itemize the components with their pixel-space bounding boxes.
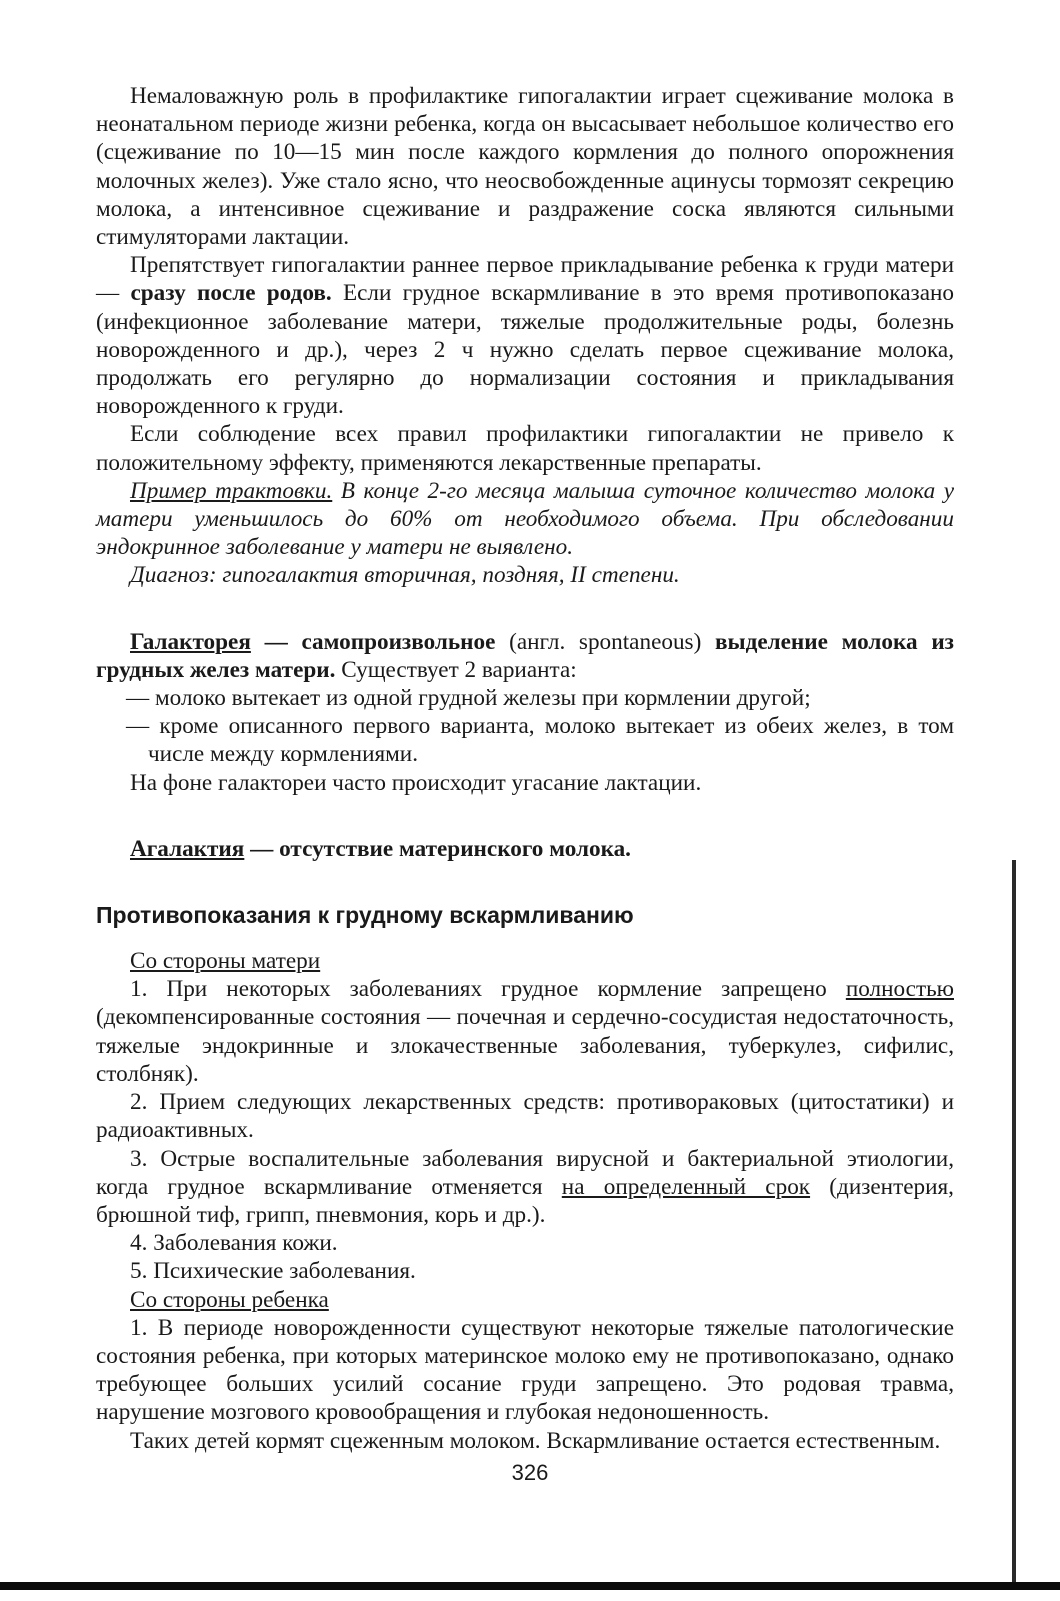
list-item: — кроме описанного первого варианта, молоко вытекает из обеих желез, в том числе между кормлениями. xyxy=(126,713,954,768)
text-run: (декомпенсированные состояния — почечная и сердечно-сосудистая недостаточность, тяжелые эндокринные и злокачественные заболевания, туберкулез, сифилис, столбняк). xyxy=(96,1004,954,1087)
english-term: (англ. spontaneous) xyxy=(495,628,715,655)
diagnosis-line: Диагноз: гипогалактия вторичная, поздняя, II степени. xyxy=(130,562,680,589)
subheading-text: Со стороны ребенка xyxy=(130,1286,329,1313)
text-run: (дизентерия, брюшной тиф, грипп, пневмония, корь и др.). xyxy=(96,1173,954,1228)
example-paragraph xyxy=(96,477,954,562)
term-galactorrhea: Галакторея xyxy=(130,628,251,655)
text-run: 3. Острые воспалительные заболевания вирусной и бактериальной этиологии, когда грудное вскармливание отменяется xyxy=(96,1145,954,1200)
term-agalactia: Агалактия xyxy=(130,835,245,862)
list-item: 1. В периоде новорожденности существуют некоторые тяжелые патологические состояния ребенка, при которых материнское молоко ему не противопоказано, однако требующее больших усилий сосание груди запрещено. Это родовая травма, нарушение мозгового кровообращения и глубокая недоношенность. xyxy=(96,1314,954,1426)
text-run: 1. При некоторых заболеваниях грудное кормление запрещено xyxy=(130,976,846,1003)
subheading-text: Со стороны матери xyxy=(130,948,321,975)
paragraph-prophylaxis: Немаловажную роль в профилактике гипогалактии играет сцеживание молока в неонатальном периоде жизни ребенка, когда он высасывает небольшое количество его (сцеживание по 10—15 мин после каждого кормления до полного опорожнения молочных желез). Уже стало ясно, что неосвобожденные ацинусы тормозят секрецию молока, а интенсивное сцеживание и раздражение соска являются сильными стимуляторами лактации. xyxy=(96,83,954,251)
galactorrhea-definition xyxy=(96,628,954,684)
definition-bold: — отсутствие материнского молока. xyxy=(244,835,631,862)
text-run: Препятствует гипогалактии раннее первое прикладывание ребенка к груди матери — xyxy=(96,252,954,307)
list-item: 5. Психические заболевания. xyxy=(130,1258,416,1285)
bold-phrase: сразу после родов. xyxy=(130,280,332,307)
definition-bold: — самопроизвольное xyxy=(250,628,496,655)
definition-bold: выделение молока из грудных желез матери. xyxy=(96,628,954,683)
list-item: 2. Прием следующих лекарственных средств: противораковых (цитостатики) и радиоактивных. xyxy=(96,1089,954,1144)
text-run: Существует 2 варианта: xyxy=(335,656,577,683)
example-label: Пример трактовки. xyxy=(130,477,333,504)
subheading-child xyxy=(96,1286,954,1314)
paragraph-feeding: Таких детей кормят сцеженным молоком. Вскармливание остается естественным. xyxy=(130,1427,941,1454)
section-title: Противопоказания к грудному вскармливанию xyxy=(96,902,634,929)
galactorrhea-note: На фоне галактореи часто происходит угасание лактации. xyxy=(130,769,702,796)
list-item: — молоко вытекает из одной грудной железы при кормлении другой; xyxy=(126,685,811,712)
scan-edge-bottom xyxy=(0,1582,1060,1590)
underlined-phrase: полностью xyxy=(845,976,954,1003)
subheading-mother xyxy=(96,947,954,975)
list-item xyxy=(96,975,954,1088)
paragraph-medication: Если соблюдение всех правил профилактики гипогалактии не привело к положительному эффекту, применяются лекарственные препараты. xyxy=(96,421,954,476)
page-number: 326 xyxy=(511,1460,549,1485)
scan-edge-right xyxy=(1012,860,1016,1582)
text-run: Если грудное вскармливание в это время противопоказано (инфекционное заболевание матери, тяжелые продолжительные роды, болезнь новорожденного и др.), через 2 ч нужно сделать первое сцеживание молока, продолжать его регулярно до нормализации состояния и прикладывания новорожденного к груди. xyxy=(96,280,954,420)
page-body xyxy=(96,82,954,1455)
paragraph-early-attachment xyxy=(96,251,954,420)
list-item xyxy=(96,1145,954,1230)
example-text: В конце 2-го месяца малыша суточное количество молока у матери уменьшилось до 60% от необходимого объема. При обследовании эндокринное заболевание у матери не выявлено. xyxy=(96,477,954,561)
agalactia-definition xyxy=(96,835,954,863)
list-item: 4. Заболевания кожи. xyxy=(130,1230,338,1257)
underlined-phrase: на определенный срок xyxy=(561,1173,811,1200)
